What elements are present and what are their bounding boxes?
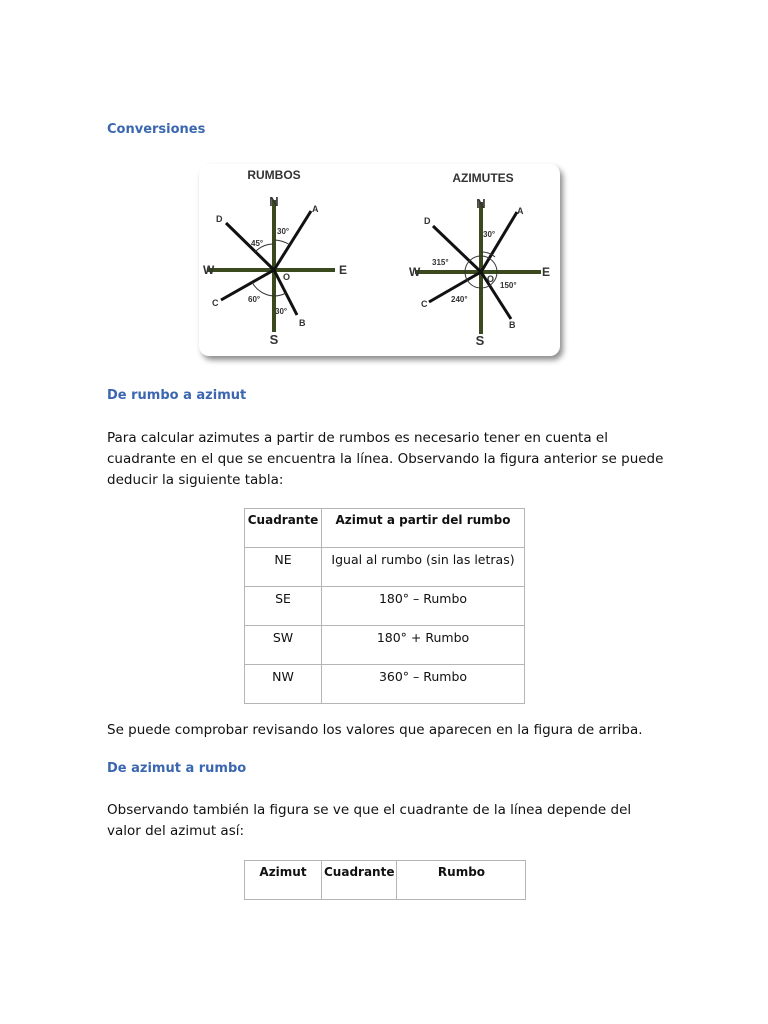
- compass-figure: [199, 164, 560, 356]
- paragraph-check: Se puede comprobar revisando los valores que aparecen en la figura de arriba.: [107, 722, 643, 738]
- azimutes-e-label: E: [542, 265, 551, 279]
- cell-azimut: 180° – Rumbo: [322, 587, 525, 626]
- rumbos-c-label: C: [212, 298, 219, 308]
- table-header-row: [245, 861, 526, 900]
- header-cuadrante: Cuadrante: [245, 509, 322, 548]
- rumbos-title: RUMBOS: [247, 168, 301, 182]
- azimutes-a-label: A: [517, 206, 524, 216]
- azimutes-angle-sw: 240°: [451, 295, 468, 304]
- rumbos-angle-nw: 45°: [251, 239, 264, 248]
- section-title-azimut-a-rumbo: De azimut a rumbo: [107, 761, 247, 776]
- cell-cuadrante: NE: [245, 548, 322, 587]
- rumbos-d-label: D: [216, 214, 223, 224]
- azimutes-c-label: C: [421, 299, 428, 309]
- rumbos-s-label: S: [269, 332, 279, 347]
- azimutes-b-label: B: [509, 320, 516, 330]
- conversion-table-rumbo-azimut: [244, 508, 525, 704]
- rumbos-n-label: N: [269, 194, 279, 209]
- azimutes-line-a: [481, 212, 517, 272]
- table-row: [245, 665, 525, 704]
- table-header-row: [245, 509, 525, 548]
- conversion-table-azimut-rumbo: [244, 860, 526, 900]
- rumbos-w-label: W: [203, 263, 215, 277]
- section-title-conversiones: Conversiones: [107, 122, 206, 137]
- table-row: [245, 548, 525, 587]
- rumbos-line-d: [226, 223, 274, 270]
- rumbos-angle-sw: 60°: [248, 295, 261, 304]
- paragraph-intro: Para calcular azimutes a partir de rumbos es necesario tener en cuenta el cuadrante en el que se encuentra la línea. Observando la figura anterior se puede deducir la siguiente tabla:: [107, 430, 664, 488]
- cell-azimut: Igual al rumbo (sin las letras): [322, 548, 525, 587]
- rumbos-angle-ne: 30°: [277, 227, 290, 236]
- cell-cuadrante: SW: [245, 626, 322, 665]
- cell-cuadrante: NW: [245, 665, 322, 704]
- azimutes-o-label: O: [487, 274, 495, 284]
- azimutes-angle-ne: 30°: [483, 230, 496, 239]
- rumbos-o-label: O: [283, 272, 291, 282]
- compass-diagram: [199, 164, 560, 356]
- rumbos-a-label: A: [312, 204, 319, 214]
- cell-azimut: 360° – Rumbo: [322, 665, 525, 704]
- header-rumbo: Rumbo: [397, 861, 526, 900]
- azimutes-angle-se: 150°: [500, 281, 517, 290]
- azimutes-w-label: W: [409, 265, 421, 279]
- azimutes-title: AZIMUTES: [452, 171, 514, 185]
- table-row: [245, 587, 525, 626]
- paragraph-azimut-quadrant: Observando también la figura se ve que el cuadrante de la línea depende del valor del azimut así:: [107, 802, 632, 839]
- azimutes-angle-nw: 315°: [432, 258, 449, 267]
- azimutes-n-label: N: [476, 196, 486, 211]
- rumbos-e-label: E: [339, 263, 348, 277]
- section-title-rumbo-a-azimut: De rumbo a azimut: [107, 388, 247, 403]
- cell-cuadrante: SE: [245, 587, 322, 626]
- azimutes-s-label: S: [475, 333, 485, 348]
- azimutes-d-label: D: [424, 216, 431, 226]
- header-azimut: Azimut: [245, 861, 322, 900]
- azimutes-line-b: [481, 272, 511, 319]
- rumbos-angle-se: 30°: [275, 307, 288, 316]
- cell-azimut: 180° + Rumbo: [322, 626, 525, 665]
- header-azimut-rumbo: Azimut a partir del rumbo: [322, 509, 525, 548]
- header-cuadrante: Cuadrante: [322, 861, 397, 900]
- table-row: [245, 626, 525, 665]
- rumbos-b-label: B: [299, 318, 306, 328]
